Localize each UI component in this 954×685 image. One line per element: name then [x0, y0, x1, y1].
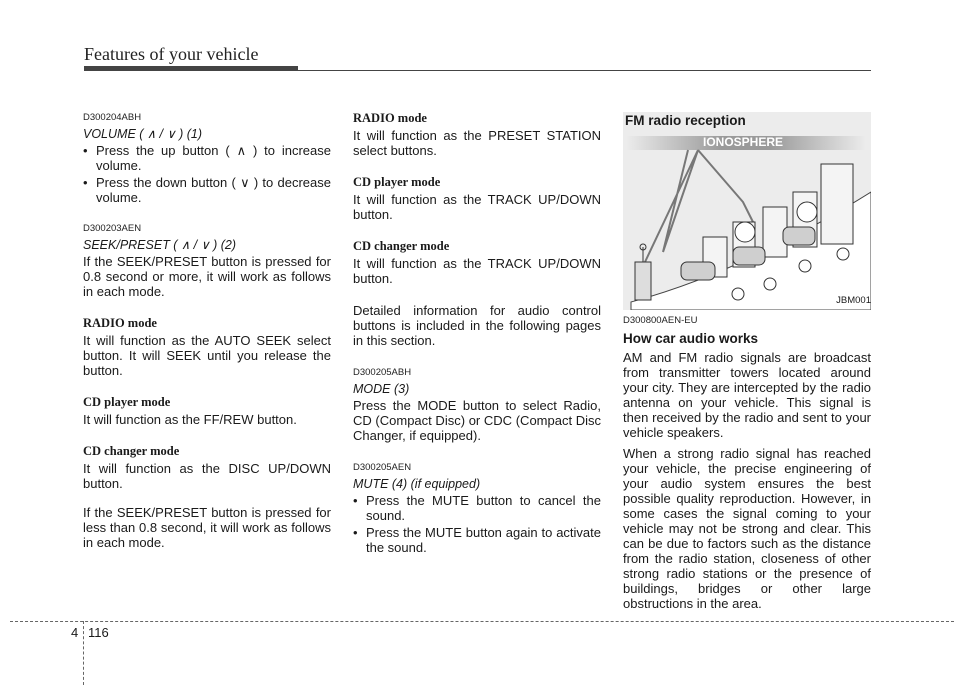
section-code: D300205ABH	[353, 367, 412, 378]
cd-player-heading: CD player mode	[83, 395, 171, 409]
page-number: 116	[88, 625, 109, 640]
mode-text: Press the MODE button to select Radio, CD (Compact Disc) or CDC (Compact Disc Changer, if equipped).	[353, 398, 601, 443]
column-left	[83, 110, 331, 550]
cd-changer-text: It will function as the TRACK UP/DOWN button.	[353, 256, 601, 286]
cd-changer-heading: CD changer mode	[83, 444, 180, 458]
mute-heading: MUTE (4) (if equipped)	[353, 477, 481, 491]
column-right	[623, 313, 871, 611]
seek-text: If the SEEK/PRESET button is pressed for 0.8 second or more, it will work as follows in each mode.	[83, 254, 331, 299]
audio-paragraph-2: When a strong radio signal has reached your vehicle, the precise engineering of your audio system ensures the best possible quality reproduction. However, in some cases the signal coming to your vehicle may not be strong and clear. This can be due to factors such as the distance from the radio station, closeness of other strong radio stations or the presence of buildings, bridges or other large obstructions in the area.	[623, 446, 871, 611]
radio-mode-text: It will function as the PRESET STATION select buttons.	[353, 128, 601, 158]
cd-player-text: It will function as the TRACK UP/DOWN button.	[353, 192, 601, 222]
figure-title: FM radio reception	[625, 113, 746, 128]
footer-divider	[83, 621, 84, 685]
short-press-text: If the SEEK/PRESET button is pressed for less than 0.8 second, it will work as follows in each mode.	[83, 505, 331, 550]
volume-heading: VOLUME ( ∧ / ∨ ) (1)	[83, 127, 203, 141]
radio-mode-heading: RADIO mode	[83, 316, 157, 330]
column-middle	[353, 111, 601, 557]
cd-player-text: It will function as the FF/REW button.	[83, 412, 297, 427]
section-code: D300203AEN	[83, 223, 142, 234]
section-code: D300204ABH	[83, 112, 142, 123]
section-code: D300205AEN	[353, 462, 412, 473]
volume-list	[83, 143, 331, 205]
figure-code: JBM001	[836, 295, 871, 306]
mute-list	[353, 493, 601, 555]
list-item: • Press the down button ( ∨ ) to decrease volume.	[83, 175, 331, 205]
footer-rule	[10, 621, 954, 622]
fm-reception-figure	[623, 112, 871, 310]
seek-heading: SEEK/PRESET ( ∧ / ∨ ) (2)	[83, 238, 237, 252]
chapter-number: 4	[71, 625, 79, 640]
ionosphere-label: IONOSPHERE	[703, 135, 784, 149]
radio-mode-heading: RADIO mode	[353, 111, 427, 125]
fm-reception-illustration	[623, 112, 871, 310]
list-item: • Press the MUTE button to cancel the sound.	[353, 493, 601, 523]
audio-heading: How car audio works	[623, 331, 759, 346]
list-item: • Press the MUTE button again to activate the sound.	[353, 525, 601, 555]
list-item: • Press the up button ( ∧ ) to increase volume.	[83, 143, 331, 173]
cd-player-heading: CD player mode	[353, 175, 441, 189]
audio-paragraph-1: AM and FM radio signals are broadcast from transmitter towers located around your city. They are intercepted by the radio antenna on your vehicle. This signal is then received by the radio and sent to your vehicle speakers.	[623, 350, 871, 440]
radio-mode-text: It will function as the AUTO SEEK select button. It will SEEK until you release the button.	[83, 333, 331, 378]
page-header-title: Features of your vehicle	[84, 44, 259, 64]
cd-changer-text: It will function as the DISC UP/DOWN button.	[83, 461, 331, 491]
header-rule	[298, 70, 871, 71]
cd-changer-heading: CD changer mode	[353, 239, 450, 253]
section-code: D300800AEN-EU	[623, 315, 698, 326]
header-bar	[84, 66, 298, 71]
mode-heading: MODE (3)	[353, 382, 410, 396]
detail-text: Detailed information for audio control buttons is included in the following pages in this section.	[353, 303, 601, 348]
